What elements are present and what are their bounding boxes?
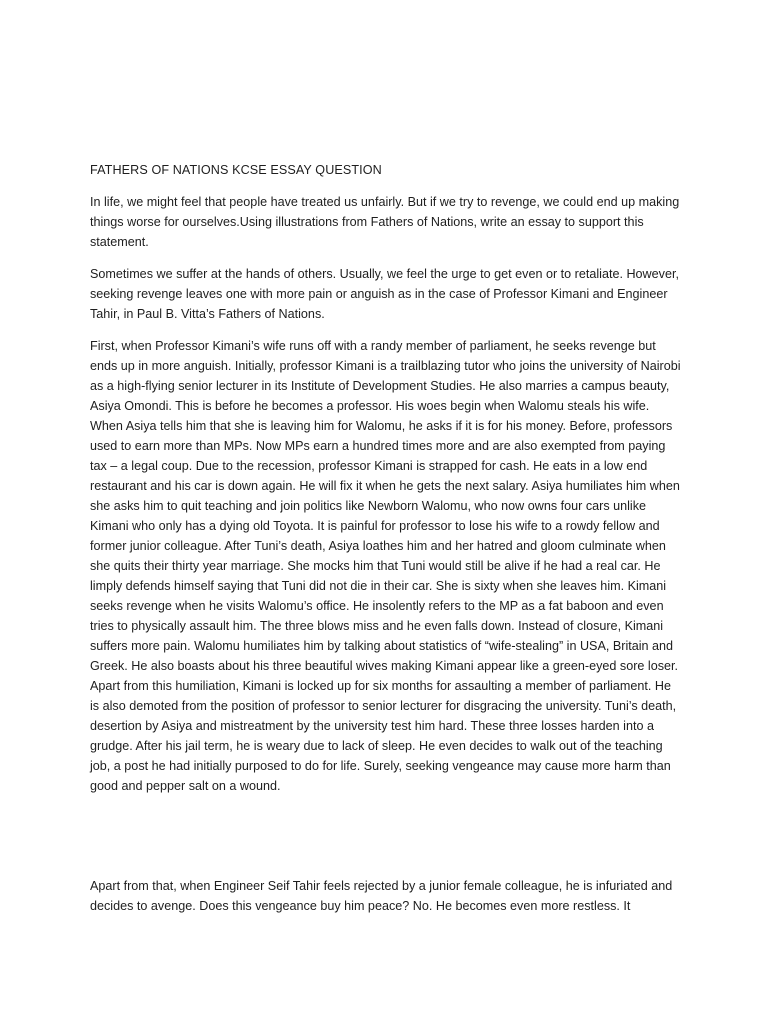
body-paragraph-kimani: First, when Professor Kimani’s wife runs off with a randy member of parliament, he seeks revenge but ends up in more anguish. Initially, professor Kimani is a trailblazing tutor who joins the university of Nairobi as a high-flying senior lecturer in its Institute of Development Studies. He also marries a campus beauty, Asiya Omondi. This is before he becomes a professor. His woes begin when Walomu steals his wife. When Asiya tells him that she is leaving him for Walomu, he asks if it is for his money. Before, professors used to earn more than MPs. Now MPs earn a hundred times more and are also exempted from paying tax – a legal coup. Due to the recession, professor Kimani is strapped for cash. He eats in a low end restaurant and his car is down again. He will fix it when he gets the next salary. Asiya humiliates him when she asks him to quit teaching and join politics like Newborn Walomu, who now owns four cars unlike Kimani who only has a dying old Toyota. It is painful for professor to lose his wife to a rowdy fellow and former junior colleague. After Tuni’s death, Asiya loathes him and her hatred and gloom culminate when she quits their thirty year marriage. She mocks him that Tuni would still be alive if he had a real car. He limply defends himself saying that Tuni did not die in their car. She is sixty when she leaves him. Kimani seeks revenge when he visits Walomu’s office. He insolently refers to the MP as a fat baboon and even tries to physically assault him. The three blows miss and he even falls down. Instead of closure, Kimani suffers more pain. Walomu humiliates him by talking about statistics of “wife-stealing” in USA, Britain and Greek. He also boasts about his three beautiful wives making Kimani appear like a green-eyed sore loser. Apart from this humiliation, Kimani is locked up for six months for assaulting a member of parliament. He is also demoted from the position of professor to senior lecturer for disgracing the university. Tuni’s death, desertion by Asiya and mistreatment by the university test him hard. These three losses harden into a grudge. After his jail term, he is weary due to lack of sleep. He even decides to walk out of the teaching job, a post he had initially purposed to do for life. Surely, seeking vengeance may cause more harm than good and pepper salt on a wound.	[90, 339, 681, 793]
introduction-paragraph: Sometimes we suffer at the hands of others. Usually, we feel the urge to get even or to retaliate. However, seeking revenge leaves one with more pain or anguish as in the case of Professor Kimani and Engineer Tahir, in Paul B. Vitta’s Fathers of Nations.	[90, 267, 679, 321]
question-paragraph: In life, we might feel that people have treated us unfairly. But if we try to revenge, we could end up making things worse for ourselves.Using illustrations from Fathers of Nations, write an essay to support this statement.	[90, 195, 680, 249]
essay-title: FATHERS OF NATIONS KCSE ESSAY QUESTION	[90, 163, 382, 177]
document-body	[90, 160, 682, 796]
body-paragraph-tahir: Apart from that, when Engineer Seif Tahir feels rejected by a junior female colleague, he is infuriated and decides to avenge. Does this vengeance buy him peace? No. He becomes even more restless. It	[90, 879, 673, 913]
